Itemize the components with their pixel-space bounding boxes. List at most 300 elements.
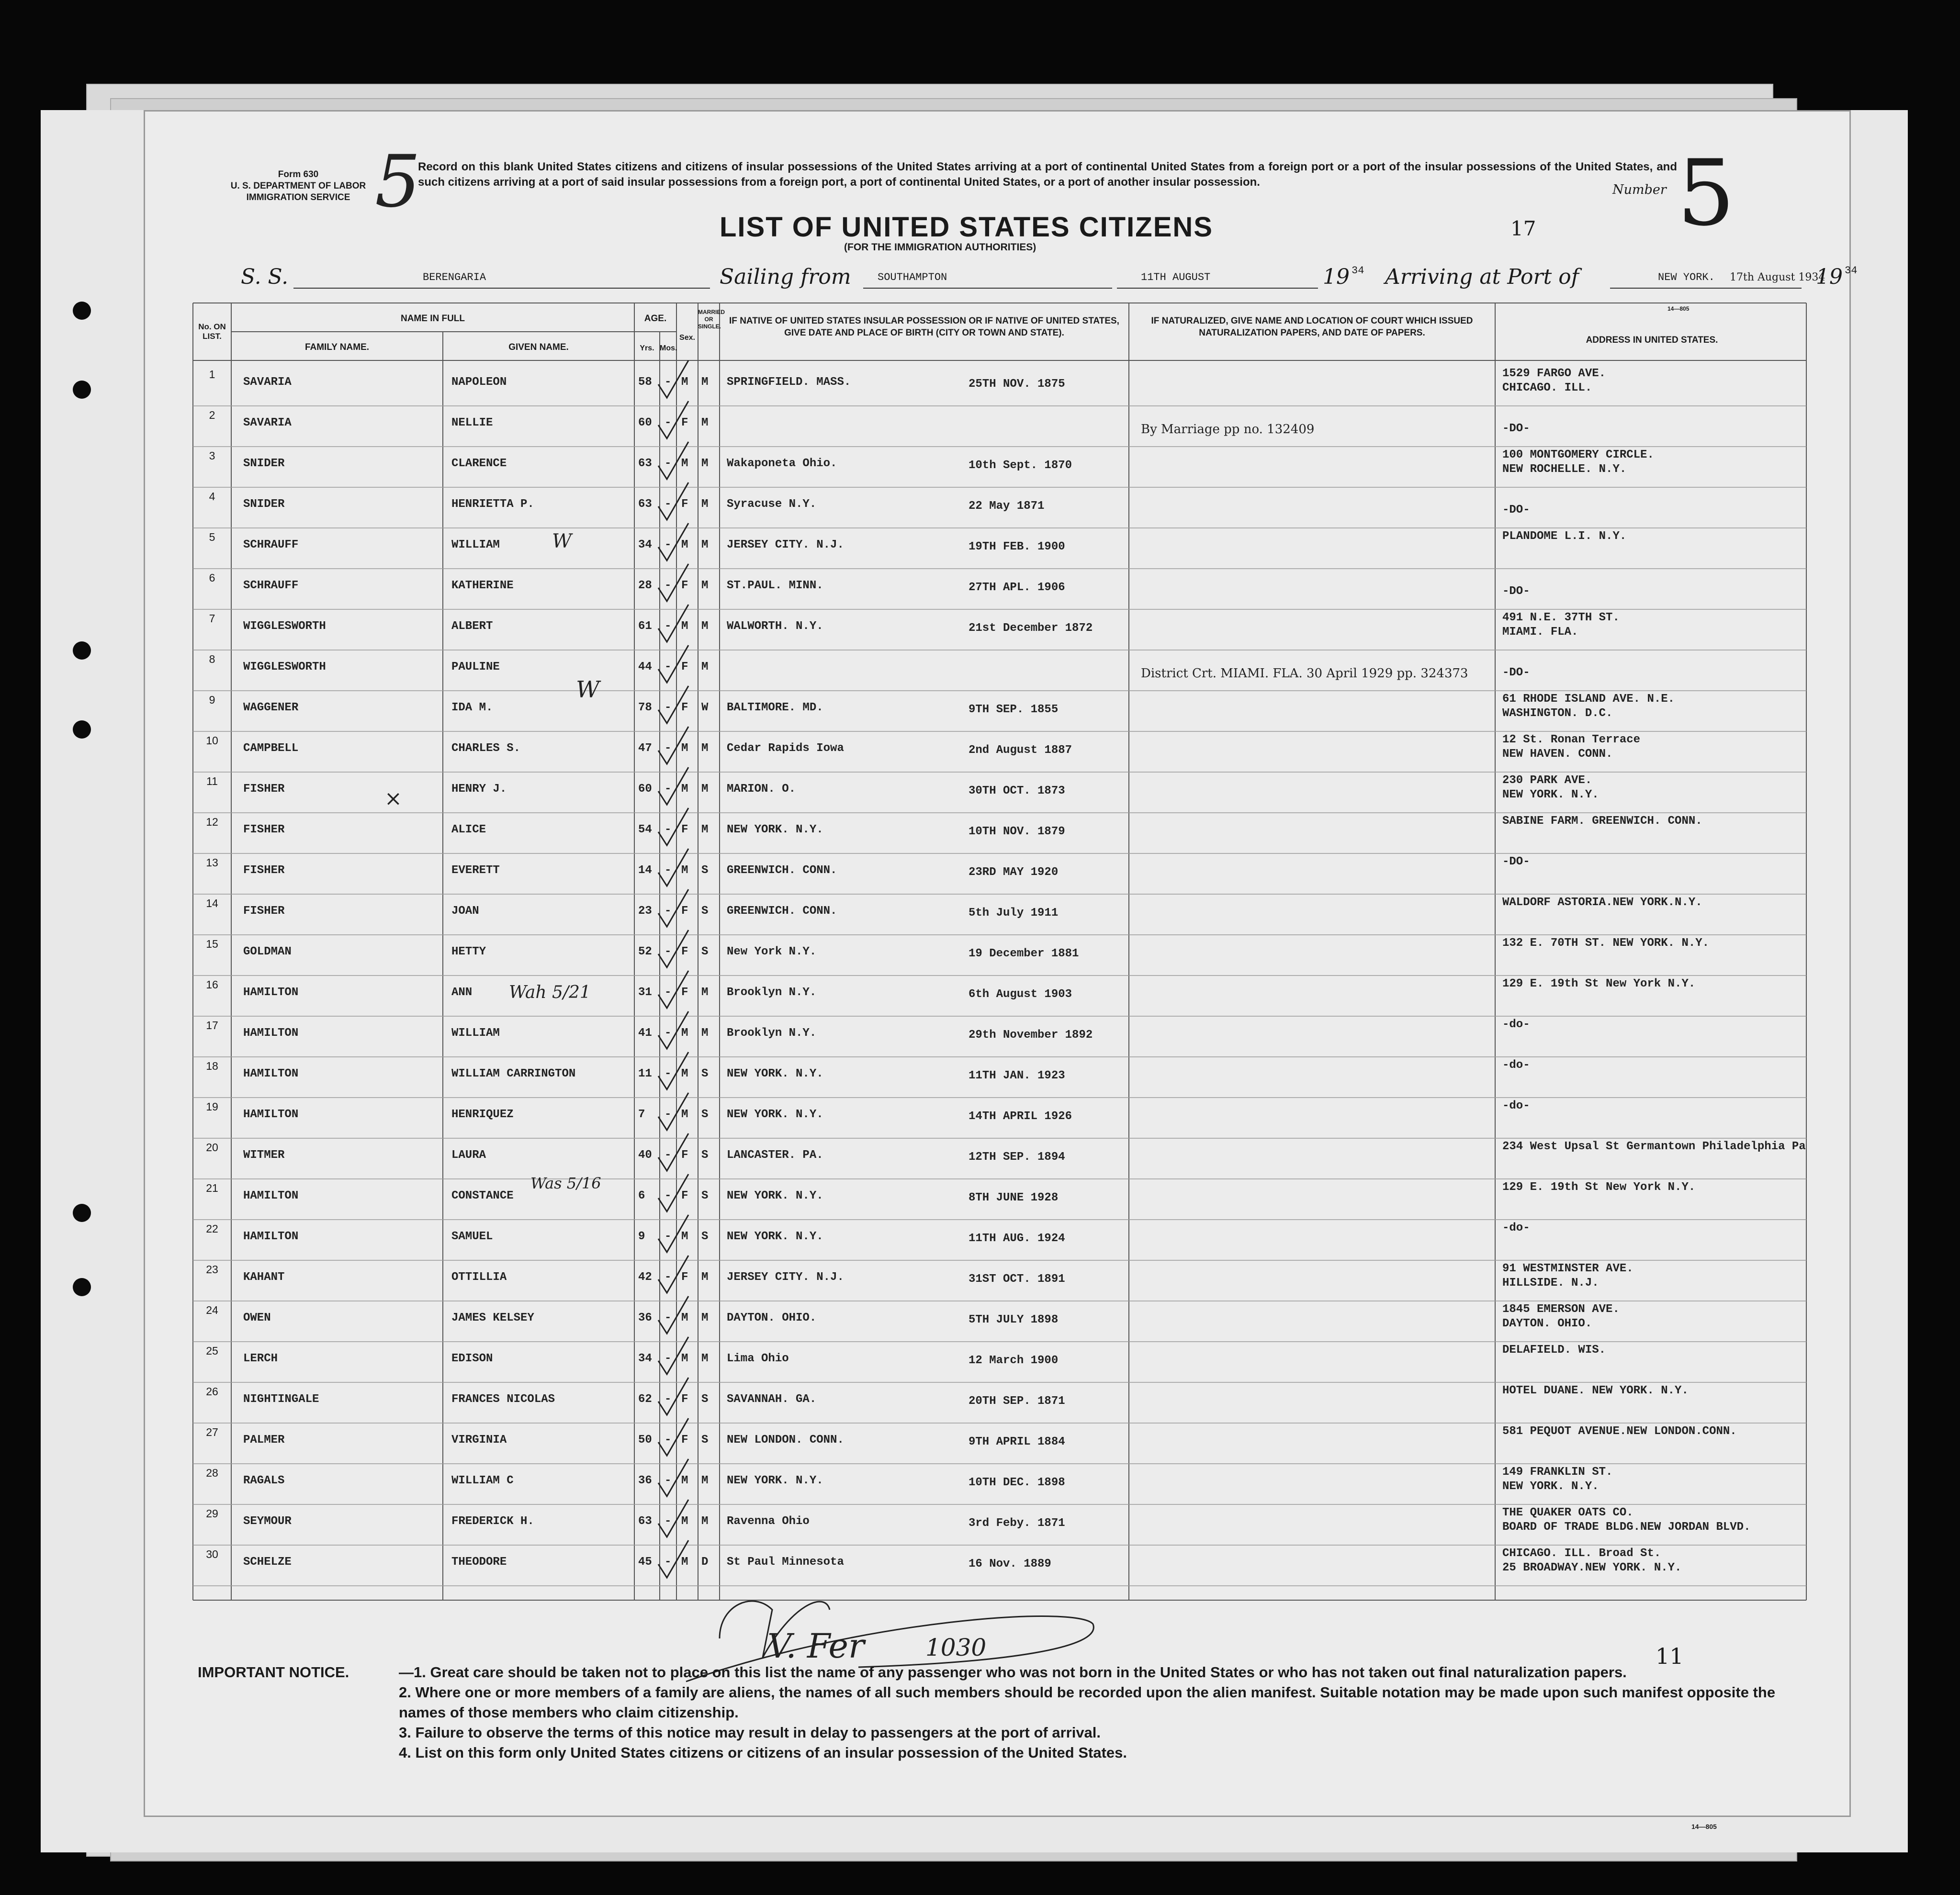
row-addr-line: 581 PEQUOT AVENUE.NEW LONDON.CONN. bbox=[1502, 1425, 1737, 1438]
row-sex: F bbox=[681, 823, 688, 836]
row-given: WILLIAM bbox=[451, 1027, 500, 1040]
row-no: 5 bbox=[209, 531, 215, 543]
row-no: 23 bbox=[206, 1263, 218, 1276]
row-yrs: 9 bbox=[638, 1230, 645, 1243]
row-no: 3 bbox=[209, 449, 215, 462]
col-yrs: Yrs. bbox=[640, 344, 654, 352]
row-yrs: 60 bbox=[638, 783, 652, 796]
row-birthdate: 14TH APRIL 1926 bbox=[969, 1110, 1072, 1123]
row-no: 8 bbox=[209, 653, 215, 665]
row-given: KATHERINE bbox=[451, 579, 514, 592]
page-title: LIST OF UNITED STATES CITIZENS bbox=[720, 212, 1213, 243]
row-sex: F bbox=[681, 579, 688, 592]
row-mos: - bbox=[665, 457, 672, 470]
row-sex: M bbox=[681, 376, 688, 389]
row-no: 13 bbox=[206, 856, 218, 869]
handwritten-annotation: Wah 5/21 bbox=[509, 983, 591, 1002]
row-ms: M bbox=[701, 661, 709, 673]
row-yrs: 41 bbox=[638, 1027, 652, 1040]
row-mos: - bbox=[665, 538, 672, 551]
row-given: NAPOLEON bbox=[451, 376, 507, 389]
row-birthdate: 5th July 1911 bbox=[969, 907, 1059, 919]
row-birthplace: NEW LONDON. CONN. bbox=[727, 1434, 844, 1446]
row-given: THEODORE bbox=[451, 1556, 507, 1569]
row-no: 28 bbox=[206, 1467, 218, 1479]
row-birthplace: Syracuse N.Y. bbox=[727, 498, 817, 511]
col-given: GIVEN NAME. bbox=[508, 342, 569, 352]
row-mos: - bbox=[665, 1434, 672, 1446]
row-mos: - bbox=[665, 1271, 672, 1284]
row-sex: F bbox=[681, 1434, 688, 1446]
row-sex: M bbox=[681, 1556, 688, 1569]
row-addr-line: -do- bbox=[1502, 1018, 1530, 1031]
voyage-line bbox=[241, 265, 1869, 293]
year-prefix-from: 19 bbox=[1323, 265, 1350, 289]
row-no: 18 bbox=[206, 1060, 218, 1072]
row-ms: M bbox=[701, 1312, 709, 1324]
row-family: SAVARIA bbox=[243, 376, 292, 389]
row-no: 21 bbox=[206, 1182, 218, 1194]
notice-item-4: 4. List on this form only United States citizens or citizens of an insular possession of the United States. bbox=[399, 1744, 1127, 1761]
row-birthplace: Brooklyn N.Y. bbox=[727, 986, 817, 999]
row-addr-line: NEW HAVEN. CONN. bbox=[1502, 748, 1613, 761]
row-ms: M bbox=[701, 1474, 709, 1487]
row-no: 14 bbox=[206, 897, 218, 909]
row-yrs: 6 bbox=[638, 1189, 645, 1202]
row-given: HENRIQUEZ bbox=[451, 1108, 514, 1121]
row-mos: - bbox=[665, 1149, 672, 1162]
row-family: WIGGLESWORTH bbox=[243, 661, 326, 673]
year-from: 34 bbox=[1352, 265, 1364, 277]
row-yrs: 61 bbox=[638, 620, 652, 633]
row-ms: M bbox=[701, 742, 709, 755]
row-given: CLARENCE bbox=[451, 457, 507, 470]
row-no: 27 bbox=[206, 1426, 218, 1438]
row-mos: - bbox=[665, 1515, 672, 1528]
row-mos: - bbox=[665, 498, 672, 511]
row-family: CAMPBELL bbox=[243, 742, 299, 755]
row-ms: M bbox=[701, 1271, 709, 1284]
row-family: PALMER bbox=[243, 1434, 285, 1446]
row-ms: M bbox=[701, 376, 709, 389]
row-sex: F bbox=[681, 498, 688, 511]
row-birthplace: DAYTON. OHIO. bbox=[727, 1312, 817, 1324]
row-given: JAMES KELSEY bbox=[451, 1312, 534, 1324]
row-yrs: 44 bbox=[638, 661, 652, 673]
row-family: HAMILTON bbox=[243, 1067, 299, 1080]
row-sex: F bbox=[681, 905, 688, 918]
row-addr-line: -DO- bbox=[1502, 422, 1530, 435]
row-addr-line: NEW YORK. N.Y. bbox=[1502, 1480, 1599, 1493]
row-given: ALICE bbox=[451, 823, 486, 836]
row-addr-line: PLANDOME L.I. N.Y. bbox=[1502, 530, 1627, 543]
page-stamp: 17 bbox=[1510, 217, 1536, 240]
row-birthdate: 9TH APRIL 1884 bbox=[969, 1435, 1065, 1448]
row-family: SAVARIA bbox=[243, 416, 292, 429]
binder-hole bbox=[73, 302, 91, 320]
row-sex: M bbox=[681, 1067, 688, 1080]
row-birthdate: 21st December 1872 bbox=[969, 622, 1093, 635]
row-given: HENRY J. bbox=[451, 783, 507, 796]
col-no: No. ON LIST. bbox=[198, 322, 226, 341]
row-mos: - bbox=[665, 1352, 672, 1365]
row-mos: - bbox=[665, 1189, 672, 1202]
row-sex: F bbox=[681, 986, 688, 999]
row-birthplace: NEW YORK. N.Y. bbox=[727, 1189, 823, 1202]
row-family: SCHRAUFF bbox=[243, 538, 299, 551]
row-sex: M bbox=[681, 1312, 688, 1324]
row-addr-line: 149 FRANKLIN ST. bbox=[1502, 1466, 1613, 1479]
row-birthdate: 25TH NOV. 1875 bbox=[969, 378, 1065, 391]
notice-lead: IMPORTANT NOTICE. bbox=[198, 1664, 349, 1681]
arrival-stamp: 17th August 1934 bbox=[1730, 271, 1825, 283]
row-yrs: 52 bbox=[638, 945, 652, 958]
row-birthplace: Lima Ohio bbox=[727, 1352, 789, 1365]
row-mos: - bbox=[665, 1556, 672, 1569]
row-mos: - bbox=[665, 1027, 672, 1040]
row-yrs: 63 bbox=[638, 457, 652, 470]
sailing-label: Sailing from bbox=[720, 265, 851, 289]
row-mos: - bbox=[665, 579, 672, 592]
row-mos: - bbox=[665, 1312, 672, 1324]
row-ms: S bbox=[701, 1189, 709, 1202]
row-given: LAURA bbox=[451, 1149, 486, 1162]
row-ms: M bbox=[701, 823, 709, 836]
row-birthdate: 3rd Feby. 1871 bbox=[969, 1517, 1065, 1530]
row-no: 20 bbox=[206, 1141, 218, 1154]
row-addr-line: HILLSIDE. N.J. bbox=[1502, 1277, 1599, 1289]
row-addr-line: DELAFIELD. WIS. bbox=[1502, 1344, 1606, 1357]
form-service: IMMIGRATION SERVICE bbox=[246, 192, 350, 202]
row-ms: D bbox=[701, 1556, 709, 1569]
row-sex: M bbox=[681, 457, 688, 470]
row-birthplace: WALWORTH. N.Y. bbox=[727, 620, 823, 633]
row-no: 1 bbox=[209, 368, 215, 381]
row-yrs: 7 bbox=[638, 1108, 645, 1121]
row-family: HAMILTON bbox=[243, 1108, 299, 1121]
row-ms: S bbox=[701, 945, 709, 958]
row-birthdate: 9TH SEP. 1855 bbox=[969, 703, 1059, 716]
row-family: FISHER bbox=[243, 783, 285, 796]
row-ms: M bbox=[701, 579, 709, 592]
row-ms: M bbox=[701, 986, 709, 999]
row-birthdate: 10TH DEC. 1898 bbox=[969, 1476, 1065, 1489]
row-mos: - bbox=[665, 986, 672, 999]
handwritten-annotation: W bbox=[576, 676, 600, 703]
handwritten-annotation: W bbox=[552, 530, 572, 552]
row-no: 12 bbox=[206, 816, 218, 828]
row-mos: - bbox=[665, 376, 672, 389]
row-family: WITMER bbox=[243, 1149, 285, 1162]
row-given: WILLIAM bbox=[451, 538, 500, 551]
row-ms: W bbox=[701, 701, 709, 714]
row-yrs: 63 bbox=[638, 1515, 652, 1528]
form-instruction: Record on this blank United States citizens and citizens of insular possessions of the United States arriving at a port of continental United States from a foreign port or a port of the insular possessions of the United States, and such citizens arriving at a port of said insular possessions from a foreign port, a port of continental United States, or a port of another insular possession. bbox=[418, 160, 1677, 189]
row-birthdate: 10TH NOV. 1879 bbox=[969, 825, 1065, 838]
col-address: ADDRESS IN UNITED STATES. bbox=[1586, 335, 1718, 345]
row-given: HETTY bbox=[451, 945, 486, 958]
row-yrs: 63 bbox=[638, 498, 652, 511]
row-birthdate: 31ST OCT. 1891 bbox=[969, 1273, 1065, 1286]
row-no: 9 bbox=[209, 694, 215, 706]
binder-hole bbox=[73, 381, 91, 399]
row-sex: F bbox=[681, 661, 688, 673]
col-age: AGE. bbox=[644, 314, 667, 324]
handwritten-mark: 5 bbox=[375, 140, 421, 224]
row-ms: S bbox=[701, 1393, 709, 1406]
col-name-in-full: NAME IN FULL bbox=[400, 314, 465, 324]
row-birthplace: SPRINGFIELD. MASS. bbox=[727, 376, 851, 389]
row-no: 4 bbox=[209, 490, 215, 503]
row-ms: S bbox=[701, 1434, 709, 1446]
row-addr-line: CHICAGO. ILL. bbox=[1502, 381, 1592, 394]
row-family: FISHER bbox=[243, 864, 285, 877]
row-addr-line: CHICAGO. ILL. Broad St. bbox=[1502, 1547, 1661, 1560]
row-ms: S bbox=[701, 905, 709, 918]
row-given: NELLIE bbox=[451, 416, 493, 429]
row-birthplace: Ravenna Ohio bbox=[727, 1515, 810, 1528]
row-addr-line: NEW ROCHELLE. N.Y. bbox=[1502, 463, 1627, 476]
notice-item-1: —1. Great care should be taken not to place on this list the name of any passenger who was not born in the United States or who has not taken out final naturalization papers. bbox=[399, 1664, 1627, 1681]
row-addr-line: HOTEL DUANE. NEW YORK. N.Y. bbox=[1502, 1384, 1689, 1397]
row-birthplace: NEW YORK. N.Y. bbox=[727, 1230, 823, 1243]
row-mos: - bbox=[665, 1230, 672, 1243]
row-family: WAGGENER bbox=[243, 701, 299, 714]
row-mos: - bbox=[665, 945, 672, 958]
row-no: 10 bbox=[206, 734, 218, 747]
row-family: SEYMOUR bbox=[243, 1515, 292, 1528]
row-addr-line: 491 N.E. 37TH ST. bbox=[1502, 611, 1620, 624]
port-to: NEW YORK. bbox=[1658, 271, 1715, 283]
row-birthdate: 16 Nov. 1889 bbox=[969, 1558, 1051, 1570]
row-family: HAMILTON bbox=[243, 1027, 299, 1040]
row-family: SNIDER bbox=[243, 498, 285, 511]
row-no: 17 bbox=[206, 1019, 218, 1032]
row-yrs: 34 bbox=[638, 538, 652, 551]
row-ms: S bbox=[701, 864, 709, 877]
row-mos: - bbox=[665, 905, 672, 918]
row-addr-line: 91 WESTMINSTER AVE. bbox=[1502, 1262, 1633, 1275]
row-family: HAMILTON bbox=[243, 1230, 299, 1243]
row-given: ANN bbox=[451, 986, 473, 999]
row-birthplace: Cedar Rapids Iowa bbox=[727, 742, 844, 755]
row-family: GOLDMAN bbox=[243, 945, 292, 958]
page-count: 11 bbox=[1656, 1643, 1684, 1669]
row-yrs: 54 bbox=[638, 823, 652, 836]
row-birthplace: New York N.Y. bbox=[727, 945, 817, 958]
row-family: FISHER bbox=[243, 905, 285, 918]
row-sex: M bbox=[681, 1515, 688, 1528]
row-given: JOAN bbox=[451, 905, 479, 918]
row-given: SAMUEL bbox=[451, 1230, 493, 1243]
row-mos: - bbox=[665, 1393, 672, 1406]
row-yrs: 47 bbox=[638, 742, 652, 755]
col-married: MARRIED OR SINGLE. bbox=[698, 309, 725, 330]
row-mos: - bbox=[665, 1067, 672, 1080]
row-family: SNIDER bbox=[243, 457, 285, 470]
row-sex: F bbox=[681, 1393, 688, 1406]
row-given: IDA M. bbox=[451, 701, 493, 714]
row-family: NIGHTINGALE bbox=[243, 1393, 319, 1406]
row-birthdate: 22 May 1871 bbox=[969, 500, 1045, 513]
row-ms: M bbox=[701, 1352, 709, 1365]
row-birthplace: MARION. O. bbox=[727, 783, 796, 796]
row-given: EVERETT bbox=[451, 864, 500, 877]
row-ms: M bbox=[701, 620, 709, 633]
row-addr-line: -do- bbox=[1502, 1222, 1530, 1234]
row-mos: - bbox=[665, 620, 672, 633]
row-birthdate: 2nd August 1887 bbox=[969, 744, 1072, 757]
row-mos: - bbox=[665, 783, 672, 796]
row-yrs: 36 bbox=[638, 1312, 652, 1324]
row-sex: M bbox=[681, 864, 688, 877]
row-sex: M bbox=[681, 783, 688, 796]
row-sex: F bbox=[681, 1149, 688, 1162]
row-given: EDISON bbox=[451, 1352, 493, 1365]
row-given: FRANCES NICOLAS bbox=[451, 1393, 555, 1406]
row-sex: F bbox=[681, 1189, 688, 1202]
row-no: 30 bbox=[206, 1548, 218, 1560]
row-birthplace: JERSEY CITY. N.J. bbox=[727, 1271, 844, 1284]
row-natz: District Crt. MIAMI. FLA. 30 April 1929 pp. 324373 bbox=[1141, 666, 1468, 681]
col-family: FAMILY NAME. bbox=[304, 342, 370, 352]
row-ms: S bbox=[701, 1067, 709, 1080]
row-ms: M bbox=[701, 457, 709, 470]
row-birthplace: NEW YORK. N.Y. bbox=[727, 823, 823, 836]
row-addr-line: MIAMI. FLA. bbox=[1502, 626, 1578, 639]
row-addr-line: 129 E. 19th St New York N.Y. bbox=[1502, 1181, 1696, 1194]
row-addr-line: SABINE FARM. GREENWICH. CONN. bbox=[1502, 815, 1702, 828]
col-birth: IF NATIVE OF UNITED STATES INSULAR POSSESSION OR IF NATIVE OF UNITED STATES, GIVE DATE AND PLACE OF BIRTH (CITY OR TOWN AND STATE). bbox=[729, 316, 1119, 338]
row-birthplace: ST.PAUL. MINN. bbox=[727, 579, 823, 592]
row-addr-line: 230 PARK AVE. bbox=[1502, 774, 1592, 787]
col-mos: Mos. bbox=[660, 344, 677, 352]
row-family: FISHER bbox=[243, 823, 285, 836]
row-family: KAHANT bbox=[243, 1271, 285, 1284]
row-given: WILLIAM C bbox=[451, 1474, 514, 1487]
row-addr-line: 100 MONTGOMERY CIRCLE. bbox=[1502, 449, 1654, 461]
row-birthdate: 29th November 1892 bbox=[969, 1029, 1093, 1042]
row-no: 6 bbox=[209, 572, 215, 584]
row-addr-line: 61 RHODE ISLAND AVE. N.E. bbox=[1502, 693, 1675, 706]
row-birthdate: 10th Sept. 1870 bbox=[969, 459, 1072, 472]
row-no: 11 bbox=[206, 775, 218, 787]
row-addr-line: 234 West Upsal St Germantown Philadelphia Pa bbox=[1502, 1140, 1806, 1153]
row-ms: M bbox=[701, 416, 709, 429]
row-yrs: 60 bbox=[638, 416, 652, 429]
row-sex: M bbox=[681, 620, 688, 633]
row-ms: S bbox=[701, 1108, 709, 1121]
row-family: WIGGLESWORTH bbox=[243, 620, 326, 633]
row-given: VIRGINIA bbox=[451, 1434, 507, 1446]
row-ms: M bbox=[701, 1027, 709, 1040]
ss-label: S. S. bbox=[241, 265, 289, 289]
row-family: OWEN bbox=[243, 1312, 271, 1324]
row-addr-line: BOARD OF TRADE BLDG.NEW JORDAN BLVD. bbox=[1502, 1521, 1751, 1534]
row-birthdate: 30TH OCT. 1873 bbox=[969, 785, 1065, 797]
row-birthdate: 11TH JAN. 1923 bbox=[969, 1069, 1065, 1082]
row-addr-line: -do- bbox=[1502, 1099, 1530, 1112]
row-ms: S bbox=[701, 1230, 709, 1243]
row-birthplace: Brooklyn N.Y. bbox=[727, 1027, 817, 1040]
row-addr-line: 12 St. Ronan Terrace bbox=[1502, 733, 1641, 746]
row-family: HAMILTON bbox=[243, 1189, 299, 1202]
row-no: 15 bbox=[206, 938, 218, 950]
handwritten-annotation: × bbox=[384, 786, 402, 811]
row-birthplace: SAVANNAH. GA. bbox=[727, 1393, 817, 1406]
row-birthdate: 23RD MAY 1920 bbox=[969, 866, 1059, 879]
row-sex: M bbox=[681, 1352, 688, 1365]
row-birthdate: 12 March 1900 bbox=[969, 1354, 1059, 1367]
row-birthdate: 11TH AUG. 1924 bbox=[969, 1232, 1065, 1245]
form-number: Form 630 bbox=[278, 169, 319, 179]
binder-hole bbox=[73, 1278, 91, 1296]
row-birthdate: 12TH SEP. 1894 bbox=[969, 1151, 1065, 1164]
row-addr-line: WASHINGTON. D.C. bbox=[1502, 707, 1613, 720]
row-ms: M bbox=[701, 538, 709, 551]
signature: V. Fer bbox=[767, 1626, 865, 1666]
binder-hole bbox=[73, 641, 91, 660]
row-given: HENRIETTA P. bbox=[451, 498, 534, 511]
arriving-label: Arriving at Port of bbox=[1385, 265, 1579, 289]
row-addr-line: -DO- bbox=[1502, 504, 1530, 516]
row-no: 2 bbox=[209, 409, 215, 421]
row-birthdate: 20TH SEP. 1871 bbox=[969, 1395, 1065, 1408]
row-yrs: 31 bbox=[638, 986, 652, 999]
row-birthplace: GREENWICH. CONN. bbox=[727, 905, 837, 918]
form-code-bottom: 14—805 bbox=[1691, 1823, 1717, 1830]
row-no: 29 bbox=[206, 1507, 218, 1520]
row-addr-line: WALDORF ASTORIA.NEW YORK.N.Y. bbox=[1502, 896, 1702, 909]
handwritten-annotation: Was 5/16 bbox=[530, 1174, 601, 1192]
row-sex: M bbox=[681, 1108, 688, 1121]
form-department: U. S. DEPARTMENT OF LABOR bbox=[230, 181, 366, 191]
row-birthplace: Wakaponeta Ohio. bbox=[727, 457, 837, 470]
row-birthplace: St Paul Minnesota bbox=[727, 1556, 844, 1569]
row-sex: F bbox=[681, 416, 688, 429]
col-sex: Sex. bbox=[679, 334, 695, 342]
row-yrs: 14 bbox=[638, 864, 652, 877]
row-birthplace: NEW YORK. N.Y. bbox=[727, 1108, 823, 1121]
row-yrs: 28 bbox=[638, 579, 652, 592]
row-birthdate: 5TH JULY 1898 bbox=[969, 1313, 1059, 1326]
row-birthdate: 19 December 1881 bbox=[969, 947, 1079, 960]
form-identifier bbox=[212, 169, 384, 203]
row-given: WILLIAM CARRINGTON bbox=[451, 1067, 576, 1080]
row-addr-line: THE QUAKER OATS CO. bbox=[1502, 1506, 1633, 1519]
number-value: 5 bbox=[1677, 140, 1735, 246]
row-sex: M bbox=[681, 1230, 688, 1243]
row-mos: - bbox=[665, 823, 672, 836]
row-yrs: 50 bbox=[638, 1434, 652, 1446]
row-addr-line: 1845 EMERSON AVE. bbox=[1502, 1303, 1620, 1316]
row-given: CONSTANCE bbox=[451, 1189, 514, 1202]
row-no: 25 bbox=[206, 1345, 218, 1357]
row-mos: - bbox=[665, 661, 672, 673]
row-family: SCHRAUFF bbox=[243, 579, 299, 592]
row-mos: - bbox=[665, 1108, 672, 1121]
binder-hole bbox=[73, 1204, 91, 1222]
row-given: OTTILLIA bbox=[451, 1271, 507, 1284]
row-mos: - bbox=[665, 416, 672, 429]
row-addr-line: 129 E. 19th St New York N.Y. bbox=[1502, 977, 1696, 990]
row-mos: - bbox=[665, 742, 672, 755]
row-addr-line: DAYTON. OHIO. bbox=[1502, 1317, 1592, 1330]
row-birthplace: GREENWICH. CONN. bbox=[727, 864, 837, 877]
row-sex: M bbox=[681, 1474, 688, 1487]
row-family: SCHELZE bbox=[243, 1556, 292, 1569]
row-ms: M bbox=[701, 1515, 709, 1528]
